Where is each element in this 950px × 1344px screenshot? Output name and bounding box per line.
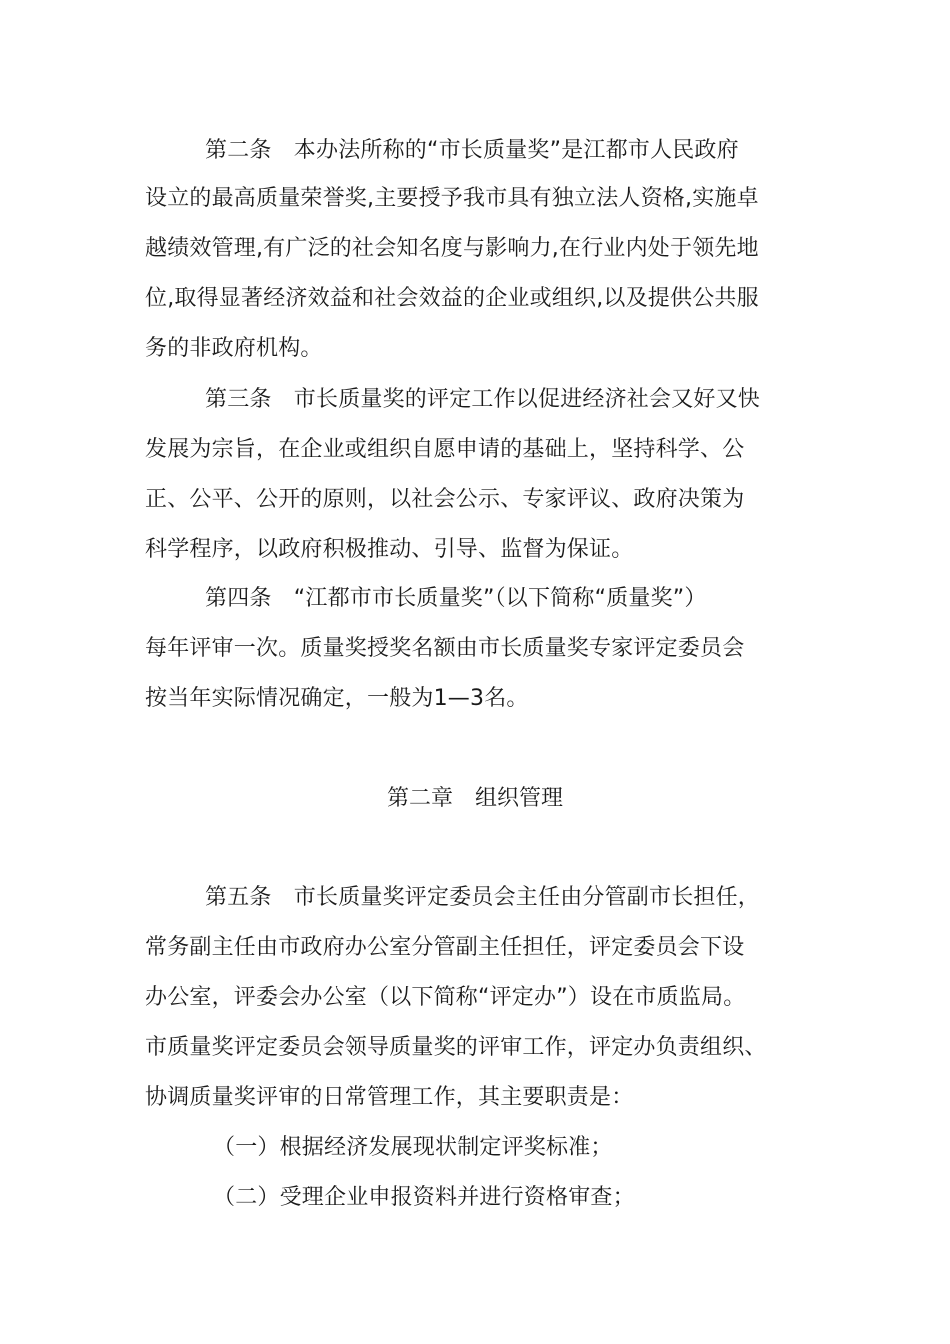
article-3-line-2: 发展为宗旨，在企业或组织自愿申请的基础上，坚持科学、公 xyxy=(145,437,745,462)
chapter-2-title: 第二章 组织管理 xyxy=(386,786,563,811)
article-2-line-1: 第二条 本办法所称的“市长质量奖”是江都市人民政府 xyxy=(205,138,739,163)
article-2-line-5: 务的非政府机构。 xyxy=(145,336,323,361)
article-4-line-1: 第四条 “江都市市长质量奖”（以下简称“质量奖”） xyxy=(205,586,707,611)
article-3-line-1: 第三条 市长质量奖的评定工作以促进经济社会又好又快 xyxy=(205,387,761,412)
article-2-line-3: 越绩效管理,有广泛的社会知名度与影响力,在行业内处于领先地 xyxy=(145,236,759,261)
article-3-line-4: 科学程序，以政府积极推动、引导、监督为保证。 xyxy=(145,537,634,562)
article-2-line-2: 设立的最高质量荣誉奖,主要授予我市具有独立法人资格,实施卓 xyxy=(145,186,759,211)
article-5-line-3: 办公室，评委会办公室（以下简称“评定办”）设在市质监局。 xyxy=(145,985,746,1010)
article-5-line-2: 常务副主任由市政府办公室分管副主任担任，评定委员会下设 xyxy=(145,935,745,960)
article-5-line-5: 协调质量奖评审的日常管理工作，其主要职责是： xyxy=(145,1085,634,1110)
article-4-line-2: 每年评审一次。质量奖授奖名额由市长质量奖专家评定委员会 xyxy=(145,636,745,661)
article-5-line-4: 市质量奖评定委员会领导质量奖的评审工作，评定办负责组织、 xyxy=(145,1035,767,1060)
article-2-line-4: 位,取得显著经济效益和社会效益的企业或组织,以及提供公共服 xyxy=(145,286,759,311)
article-5-item-1: （一）根据经济发展现状制定评奖标准； xyxy=(213,1135,613,1160)
article-5-line-1: 第五条 市长质量奖评定委员会主任由分管副市长担任， xyxy=(205,885,761,910)
article-4-line-3: 按当年实际情况确定，一般为1—3名。 xyxy=(145,686,529,711)
article-3-line-3: 正、公平、公开的原则，以社会公示、专家评议、政府决策为 xyxy=(145,487,745,512)
article-5-item-2: （二）受理企业申报资料并进行资格审查； xyxy=(213,1185,635,1210)
